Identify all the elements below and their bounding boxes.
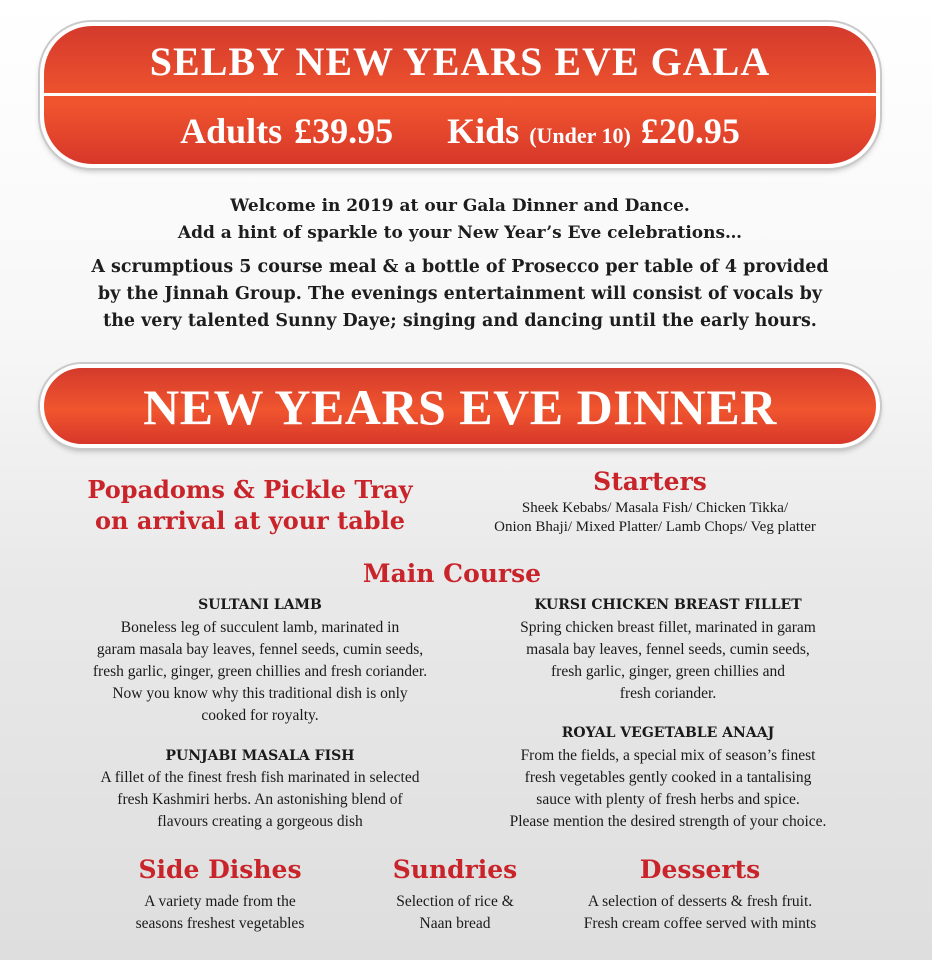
dinner-banner: [40, 364, 880, 448]
popadoms-line-1: Popadoms & Pickle Tray: [87, 475, 413, 504]
banner-divider: [44, 93, 876, 96]
side-dishes-heading: Side Dishes: [138, 855, 302, 884]
intro-line-5: the very talented Sunny Daye; singing and dancing until the early hours.: [103, 311, 817, 331]
dish-kursi-chicken-desc: Spring chicken breast fillet, marinated in garam masala bay leaves, fennel seeds, cumin seeds, fresh garlic, ginger, green chillies and fresh coriander.: [520, 619, 816, 702]
starters-heading: Starters: [593, 467, 707, 496]
adults-label: Adults: [180, 111, 283, 151]
sundries-heading: Sundries: [392, 855, 518, 884]
desserts-heading: Desserts: [639, 855, 761, 884]
main-course-heading: Main Course: [362, 559, 542, 588]
gala-title: SELBY NEW YEARS EVE GALA: [149, 39, 771, 84]
gala-banner: [40, 22, 880, 168]
intro-line-1: Welcome in 2019 at our Gala Dinner and Dance.: [230, 196, 690, 216]
page-edge: [932, 0, 938, 960]
dish-vegetable-anaaj-title: ROYAL VEGETABLE ANAAJ: [561, 725, 775, 741]
dish-vegetable-anaaj-desc: From the fields, a special mix of season’s finest fresh vegetables gently cooked in a tantalising sauce with plenty of fresh herbs and spice. Please mention the desired strength of your choice.: [509, 747, 827, 830]
dish-sultani-lamb-title: SULTANI LAMB: [198, 597, 322, 613]
kids-price: £20.95: [640, 111, 740, 151]
dish-sultani-lamb-desc: Boneless leg of succulent lamb, marinated in garam masala bay leaves, fennel seeds, cumin seeds, fresh garlic, ginger, green chillies and fresh coriander. Now you know why this traditional dish is only cooked for royalty.: [92, 619, 428, 724]
popadoms-line-2: on arrival at your table: [95, 506, 405, 535]
intro-line-2: Add a hint of sparkle to your New Year’s Eve celebrations…: [177, 223, 743, 243]
desserts-desc: A selection of desserts & fresh fruit. Fresh cream coffee served with mints: [583, 893, 817, 932]
adults-price: £39.95: [294, 111, 394, 151]
kids-label: Kids: [447, 111, 520, 151]
dish-masala-fish-desc: A fillet of the finest fresh fish marinated in selected fresh Kashmiri herbs. An astonishing blend of flavours creating a gorgeous dish: [100, 769, 420, 830]
dinner-title: NEW YEARS EVE DINNER: [143, 379, 777, 435]
price-row: [44, 110, 876, 152]
sundries-desc: Selection of rice & Naan bread: [396, 893, 514, 932]
dish-masala-fish-title: PUNJABI MASALA FISH: [165, 748, 355, 764]
intro-line-4: by the Jinnah Group. The evenings entertainment will consist of vocals by: [97, 284, 823, 304]
intro-line-3: A scrumptious 5 course meal & a bottle of Prosecco per table of 4 provided: [91, 257, 829, 277]
starters-line-1: Sheek Kebabs/ Masala Fish/ Chicken Tikka/: [521, 500, 789, 516]
dish-kursi-chicken-title: KURSI CHICKEN BREAST FILLET: [534, 597, 802, 613]
side-dishes-desc: A variety made from the seasons freshest vegetables: [135, 893, 305, 932]
starters-line-2: Onion Bhaji/ Mixed Platter/ Lamb Chops/ Veg platter: [494, 519, 816, 535]
kids-note: (Under 10): [529, 123, 631, 148]
